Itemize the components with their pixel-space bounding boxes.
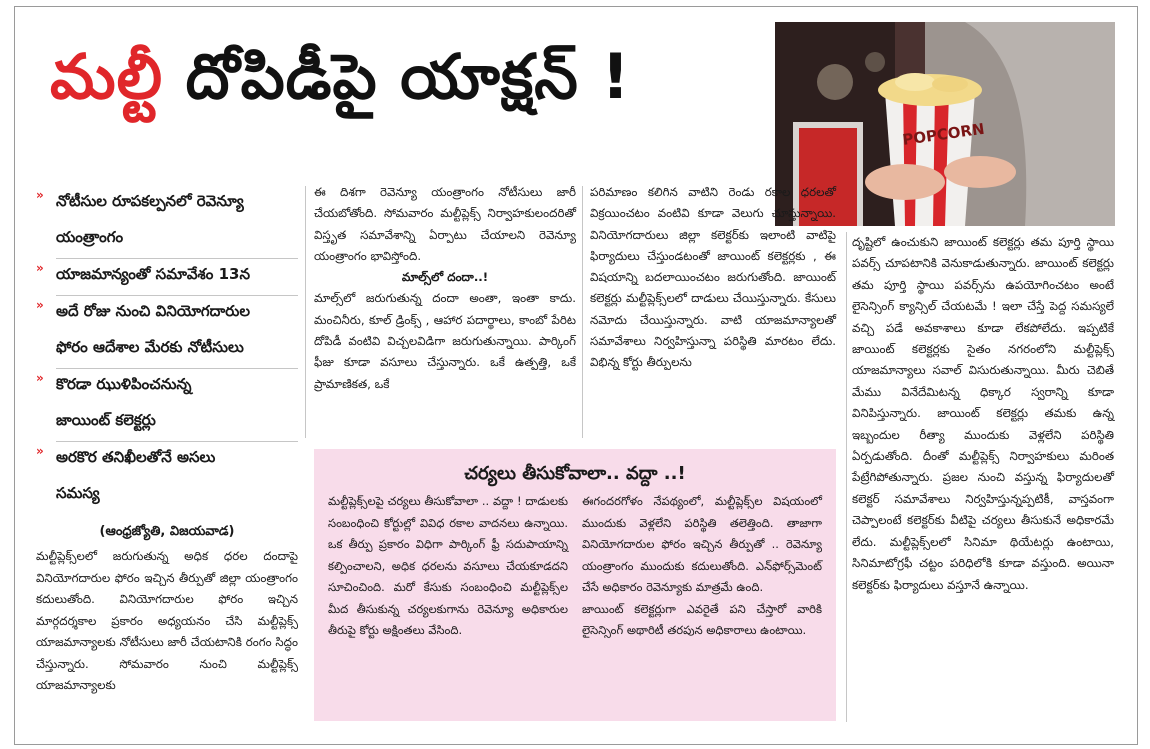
article-paragraph: జాయింట్ కలెక్టర్లుగా ఎవరైతే పని చేస్తారో వారికి లైసెన్సింగ్ అథారిటీ తరపున అధికారాలు ఉంటాయి. xyxy=(582,601,822,637)
highlight-item xyxy=(36,369,298,442)
article-paragraph: మల్టీప్లెక్స్‌లలో జరుగుతున్న అధిక ధరల దందాపై వినియోగదారుల ఫోరం ఇచ్చిన తీర్పుతో జిల్లా యంత్రాంగం కదులుతోంది. వినియోగదారుల ఫోరం ఇచ్చిన మార్గదర్శకాల ప్రకారం అధ్యయనం చేసి మల్టీప్లెక్స్ యాజమాన్యాలకు నోటీసులు జారీ చేయటానికి రంగం సిద్ధం చేస్తున్నారు. సోమవారం నుంచి మల్టీప్లెక్స్ యాజమాన్యాలకు xyxy=(36,549,298,692)
double-arrow-icon: » xyxy=(36,371,44,385)
headline-red-part: మల్టీ xyxy=(50,40,164,113)
highlight-line: అరకొర తనిఖీలతోనే అసలు xyxy=(56,448,216,466)
double-arrow-icon: » xyxy=(36,444,44,458)
article-paragraph: ఈ దిశగా రెవెన్యూ యంత్రాంగం నోటీసులు జారీ చేయబోతోంది. సోమవారం మల్టీప్లెక్స్ నిర్వాహకులందరితో విస్తృత సమావేశాన్ని ఏర్పాటు చేయాలని రెవెన్యూ యంత్రాంగం భావిస్తోంది. xyxy=(314,185,576,263)
article-column-4 xyxy=(852,232,1114,596)
column-divider xyxy=(846,232,847,722)
article-column-2 xyxy=(314,182,576,395)
double-arrow-icon: » xyxy=(36,188,44,202)
highlight-line: యంత్రాంగం xyxy=(56,222,298,259)
sidebar-box xyxy=(314,449,836,721)
article-paragraph: మల్టీప్లెక్స్‌లపై చర్యలు తీసుకోవాలా .. వద్దా ! దాడులకు సంబంధించి కోర్టుల్లో వివిధ రకాల వాదనలు ఉన్నాయి. ఒక తీర్పు ప్రకారం విధిగా పార్కింగ్ ఫ్రీ సదుపాయాన్ని కల్పించాలని, అధిక ధరలను వసూలు చేయకూడదని సూచించింది. మరో కేసుకు సంబంధించి మల్టీప్లెక్స్‌ల మీద తీసుకున్న చర్యలకుగాను రెవెన్యూ అధికారుల తీరుపై కోర్టు అక్షింతలు వేసింది. xyxy=(328,494,568,637)
highlight-item xyxy=(36,296,298,369)
highlight-line: కొరడా ఝుళిపించనున్న xyxy=(56,375,192,393)
headline-black-part: దోపిడీపై యాక్షన్ ! xyxy=(185,40,631,113)
highlight-line: ఫోరం ఆదేశాల మేరకు నోటీసులు xyxy=(56,332,298,369)
highlights-list xyxy=(36,186,298,514)
double-arrow-icon: » xyxy=(36,261,44,275)
highlight-line: యాజమాన్యంతో సమావేశం 13న xyxy=(56,259,298,296)
sidebar-box-right-column xyxy=(582,491,822,642)
highlight-line: నోటీసుల రూపకల్పనలో రెవెన్యూ xyxy=(56,192,244,210)
article-paragraph: మాల్స్‌లో జరుగుతున్న దందా అంతా, ఇంతా కాదు. మంచినీరు, కూల్ డ్రింక్స్ , ఆహార పదార్థాలు, కాంబో పేరిట దోపిడీ వంటివి విచ్చలవిడిగా జరుగుతున్నాయి. పార్కింగ్ ఫీజు కూడా వసూలు చేస్తున్నారు. ఒకే ఉత్పత్తి, ఒకే ప్రామాణికత, ఒకే xyxy=(314,291,576,391)
sidebar-box-left-column xyxy=(328,491,568,642)
highlight-line: అదే రోజు నుంచి వినియోగదారుల xyxy=(56,302,251,320)
section-subhead: మాల్స్‌లో దందా..! xyxy=(401,270,489,285)
article-column-1 xyxy=(36,546,298,697)
highlight-line: సమస్య xyxy=(56,484,100,502)
highlight-item xyxy=(36,186,298,259)
headline xyxy=(50,40,631,128)
double-arrow-icon: » xyxy=(36,298,44,312)
article-paragraph: దృష్టిలో ఉంచుకుని జాయింట్ కలెక్టర్లు తమ పూర్తి స్థాయి పవర్స్ చూపటానికి వెనుకాడుతున్నారు. జాయింట్ కలెక్టర్లు తమ పూర్తి స్థాయి పవర్స్‌ను ఉపయోగించటం అంటే లైసెన్సింగ్ క్యాన్సిల్ చేయటమే ! ఇలా చేస్తే పెద్ద సమస్యలే వచ్చి పడే అవకాశాలు కూడా లేకపోలేదు. ఇప్పటికే జాయింట్ కలెక్టర్లకు సైతం నగరంలోని మల్టీప్లెక్స్ యాజమాన్యాలు సవాల్ విసురుతున్నాయి. మీరు చెబితే మేము వినేదేమిటన్న ధిక్కార స్వరాన్ని కూడా వినిపిస్తున్నారు. జాయింట్ కలెక్టర్లు తమకు ఉన్న ఇబ్బందుల రీత్యా ముందుకు వెళ్లలేని పరిస్థితి ఏర్పడుతోంది. దీంతో మల్టీప్లెక్స్ నిర్వాహకులు మరింత పేట్రేగిపోతున్నారు. ప్రజల నుంచి వస్తున్న ఫిర్యాదులతో కలెక్టర్ సమావేశాలు నిర్వహిస్తున్నప్పటికీ, వాస్తవంగా చెప్పాలంటే కలెక్టర్‌కు వీటిపై చర్యలు తీసుకునే అధికారమే లేదు. మల్టీప్లెక్స్‌లలో సినిమా థియేటర్లు ఉంటాయి, సినిమాటోగ్రఫీ చట్టం పరిధిలోకి కూడా వస్తుంది. అయినా కలెక్టర్‌కు ఫిర్యాదులు వస్తూనే ఉన్నాయి. xyxy=(852,235,1114,592)
highlight-item xyxy=(36,259,298,296)
article-paragraph: పరిమాణం కలిగిన వాటిని రెండు రకాల ధరలతో విక్రయించటం వంటివి కూడా వెలుగు చూస్తున్నాయి. వినియోగదారులు జిల్లా కలెక్టర్‌కు ఇలాంటి వాటిపై ఫిర్యాదులు చేస్తుండటంతో జాయింట్ కలెక్టర్లకు , ఈ విషయాన్ని బదలాయించటం జరుగుతోంది. జాయింట్ కలెక్టర్లు మల్టీప్లెక్స్‌లలో దాడులు చేయిస్తున్నారు. కేసులు నమోదు చేయిస్తున్నారు. వాటి యాజమాన్యాలతో సమావేశాలు నిర్వహిస్తున్నా పరిస్థితి మారటం లేదు. విభిన్న కోర్టు తీర్పులను xyxy=(590,185,836,370)
column-divider xyxy=(305,186,306,438)
byline: (ఆంధ్రజ్యోతి, విజయవాడ) xyxy=(99,524,235,539)
highlight-item xyxy=(36,442,298,514)
popcorn-cup-label: POPCORN xyxy=(901,119,986,150)
column-divider xyxy=(582,186,583,438)
highlight-line: జాయింట్ కలెక్టర్లు xyxy=(56,405,298,442)
article-paragraph: ఈగందరగోళం నేపథ్యంలో, మల్టీప్లెక్స్‌ల విషయంలో ముందుకు వెళ్లలేని పరిస్థితి తలెత్తింది. తాజాగా వినియోగదారుల ఫోరం ఇచ్చిన తీర్పుతో .. రెవెన్యూ యంత్రాంగం ముందుకు కదులుతోంది. ఎన్‌ఫోర్స్‌మెంట్ చేసే అధికారం రెవెన్యూకు మాత్రమే ఉంది. xyxy=(582,494,822,594)
sidebar-box-title: చర్యలు తీసుకోవాలా.. వద్దా ..! xyxy=(464,463,686,484)
article-column-3 xyxy=(590,182,836,374)
